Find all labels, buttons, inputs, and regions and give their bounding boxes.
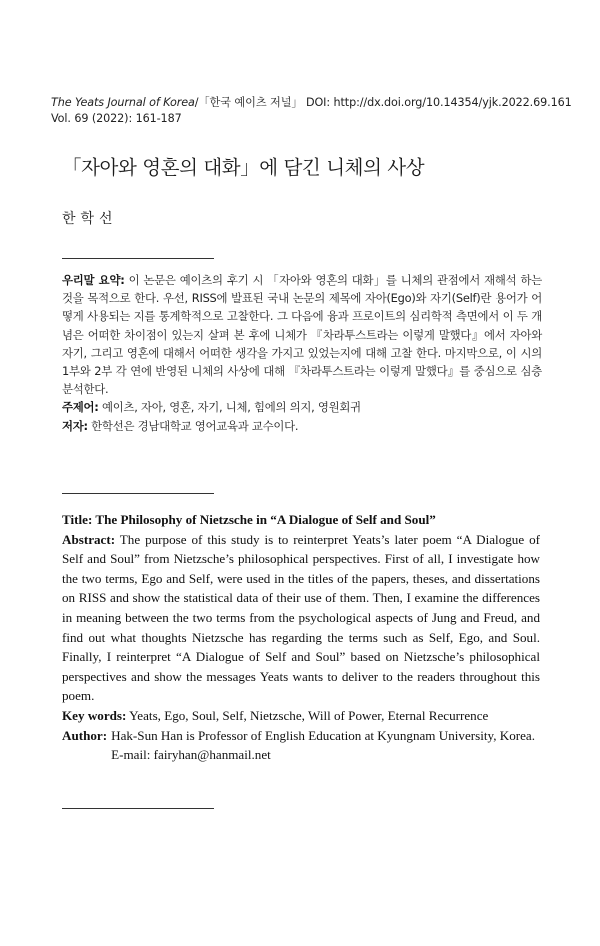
korean-author-text: 한학선은 경남대학교 영어교육과 교수이다. [87, 418, 299, 433]
english-title: Title: The Philosophy of Nietzsche in “A Dialogue of Self and Soul” [62, 512, 436, 527]
korean-abstract-text: 이 논문은 예이츠의 후기 시 「자아와 영혼의 대화」를 니체의 관점에서 재해석 하는 것을 목적으로 한다. 우선, RISS에 발표된 국내 논문의 제목에 자아(Ego)와 자기(Self)란 용어가 어떻게 사용되는 지를 통계학적으로 고찰한다. 그 다음에 융과 프로이트의 심리학적 측면에서 이 두 개념은 어떠한 차이점이 있는지 살펴 본 후에 니체가 『차라투스트라는 이렇게 말했다』에서 자아와 자기, 그리고 영혼에 대해서 어떠한 생각을 가지고 있었는지에 대해 고찰 한다. 마지막으로, 이 시의 1부와 2부 각 연에 반영된 니체의 사상에 대해 『차라투스트라는 이렇게 말했다』를 중심으로 심층 분석한다. [62, 273, 542, 397]
english-keywords-label: Key words: [62, 707, 127, 723]
divider [62, 493, 214, 494]
english-author-text: Hak-Sun Han is Professor of English Education at Kyungnam University, Korea. [111, 727, 535, 743]
paper-title: 「자아와 영혼의 대화」에 담긴 니체의 사상 [62, 156, 425, 179]
doi-link[interactable]: DOI: http://dx.doi.org/10.14354/yjk.2022.69.161 [302, 96, 572, 109]
english-keywords [62, 706, 540, 726]
korean-keywords-text: 예이츠, 자아, 영혼, 자기, 니체, 힘에의 의지, 영원회귀 [98, 400, 361, 415]
volume-line: Vol. 69 (2022): 161-187 [51, 112, 182, 125]
english-abstract [62, 510, 540, 765]
divider [62, 258, 214, 259]
journal-name: The Yeats Journal of Korea [51, 96, 195, 109]
english-abstract-paragraph [62, 530, 540, 706]
korean-keywords-label: 주제어: [62, 400, 99, 415]
korean-abstract-label: 우리말 요약: [62, 273, 125, 287]
author-name: 한학선 [62, 211, 118, 227]
korean-author-note [62, 417, 542, 435]
divider [62, 808, 214, 809]
korean-abstract [62, 271, 542, 435]
journal-header [51, 95, 571, 127]
english-abstract-text: The purpose of this study is to reinterpret Yeats’s later poem “A Dialogue of Self and Soul” from Nietzsche’s philosophical perspectives. First of all, I investigate how the two terms, Ego and Self, were used in the titles of the papers, theses, and dissertations on RISS and show the statistical data of their use of them. Then, I examine the differences in meaning between the two terms from the psychological aspects of Jung and Freud, and find out what thoughts Nietzsche has regarding the terms such as Self, Ego, and Soul. Finally, I reinterpret “A Dialogue of Self and Soul” based on Nietzsche’s philosophical perspectives and show the messages Yeats wants to deliver to the readers throughout this poem. [62, 531, 540, 704]
journal-citation-line [51, 95, 571, 111]
english-author-note [62, 726, 540, 765]
english-keywords-text: Yeats, Ego, Soul, Self, Nietzsche, Will of Power, Eternal Recurrence [126, 707, 489, 723]
korean-keywords [62, 398, 542, 416]
author-email[interactable]: E-mail: fairyhan@hanmail.net [111, 747, 271, 763]
korean-abstract-paragraph [62, 271, 542, 398]
korean-author-label: 저자: [62, 418, 88, 433]
english-author-label: Author: [62, 727, 108, 743]
journal-name-korean: /「한국 예이츠 저널」 [194, 96, 303, 109]
english-abstract-label: Abstract: [62, 531, 116, 547]
